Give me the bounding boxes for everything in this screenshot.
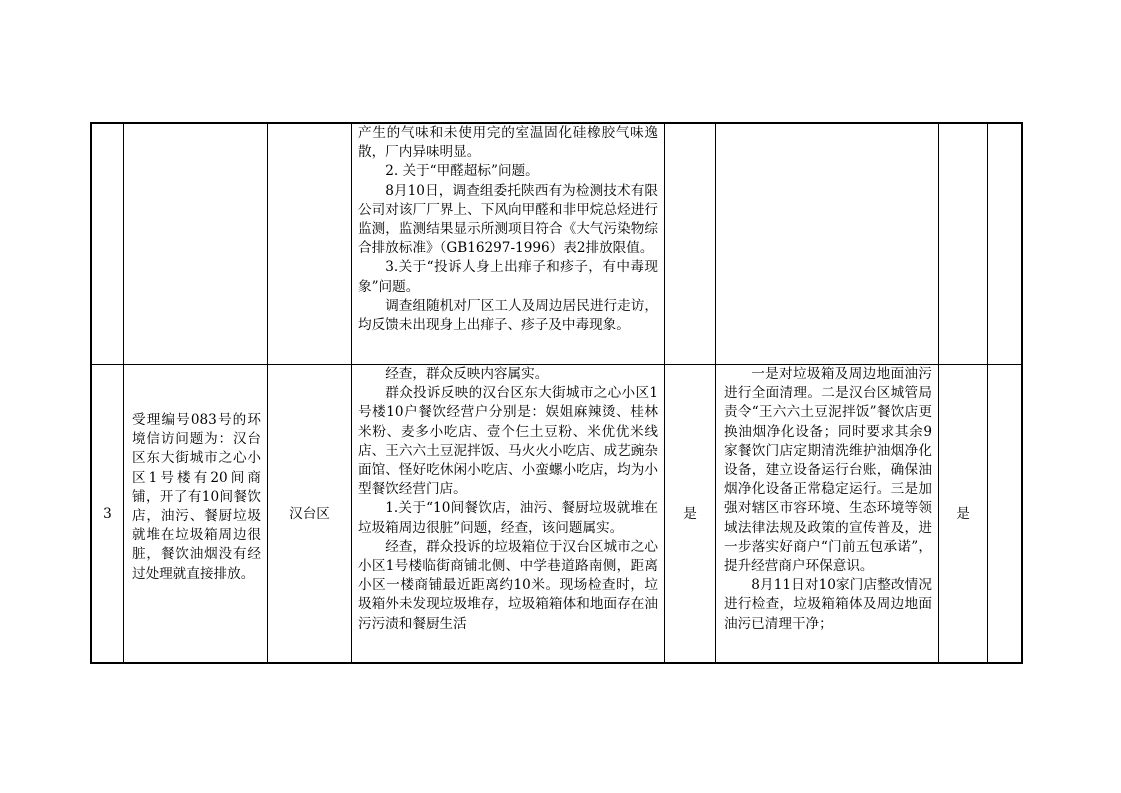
verified-flag: 是 bbox=[683, 505, 697, 522]
row1-findings-cell bbox=[354, 124, 662, 364]
findings-paragraph: 1.关于“10间餐饮店，油污、餐厨垃圾就堆在垃圾箱周边很脏”问题，经查，该问题属实。 bbox=[358, 500, 658, 536]
handling-paragraph: 一是对垃圾箱及周边地面油污进行全面清理。二是汉台区城管局责令“王六六土豆泥拌饭”餐饮店更换油烟净化设备；同时要求其余9家餐饮门店定期清洗维护油烟净化设备，建立设备运行台账，确保油烟净化设备正常稳定运行。三是加强对辖区市容环境、生态环境等领域法律法规及政策的宣传普及，进一步落实好商户“门前五包承诺”，提升经营商户环保意识。 bbox=[724, 366, 932, 575]
row2-findings-cell bbox=[354, 365, 662, 664]
row2-complaint-cell bbox=[124, 365, 267, 664]
findings-paragraph: 调查组随机对厂区工人及周边居民进行走访，均反馈未出现身上出痱子、疹子及中毒现象。 bbox=[358, 297, 658, 334]
row2-completed-cell bbox=[939, 365, 987, 664]
findings-paragraph: 8月10日，调查组委托陕西有为检测技术有限公司对该厂厂界上、下风向甲醛和非甲烷总烃进行监测，监测结果显示所测项目符合《大气污染物综合排放标准》（GB16297-1996）表2排放限值。 bbox=[358, 182, 658, 257]
findings-paragraph: 产生的气味和未使用完的室温固化硅橡胶气味逸散，厂内异味明显。 bbox=[358, 125, 658, 161]
column-divider bbox=[351, 124, 352, 662]
sequence-number: 3 bbox=[103, 505, 112, 522]
findings-paragraph: 经查，群众反映内容属实。 bbox=[385, 366, 549, 382]
row2-seq-cell bbox=[92, 365, 123, 664]
district-name: 汉台区 bbox=[289, 505, 330, 522]
handling-paragraph: 8月11日对10家门店整改情况进行检查，垃圾箱箱体及周边地面油污已清理干净； bbox=[724, 577, 932, 632]
findings-paragraph: 2. 关于“甲醛超标”问题。 bbox=[385, 163, 539, 180]
row2-handling-cell bbox=[716, 365, 938, 664]
case-table bbox=[90, 122, 1023, 664]
findings-paragraph: 3.关于“投诉人身上出痱子和疹子，有中毒现象”问题。 bbox=[358, 259, 658, 295]
findings-paragraph: 群众投诉反映的汉台区东大街城市之心小区1号楼10户餐饮经营户分别是：娱姐麻辣烫、桂林米粉、麦多小吃店、壹个仨土豆粉、米优优米线店、王六六土豆泥拌饭、马火火小吃店、成艺豌杂面馆、怪好吃休闲小吃店、小蛮螺小吃店，均为小型餐饮经营门店。 bbox=[358, 385, 658, 498]
row2-district-cell bbox=[268, 365, 351, 664]
findings-paragraph: 经查，群众投诉的垃圾箱位于汉台区城市之心小区1号楼临街商铺北侧、中学巷道路南侧，距离小区一楼商铺最近距离约10米。现场检查时，垃圾箱外未发现垃圾堆存，垃圾箱箱体和地面存在油污污渍和餐厨生活 bbox=[358, 538, 658, 632]
row2-verified-cell bbox=[665, 365, 715, 664]
completed-flag: 是 bbox=[956, 505, 970, 522]
complaint-text: 受理编号083号的环境信访问题为：汉台区东大街城市之心小区1号楼有20间商铺，开了有10间餐饮店，油污、餐厨垃圾就堆在垃圾箱周边很脏，餐饮油烟没有经过处理就直接排放。 bbox=[132, 412, 261, 582]
row2-remark-cell bbox=[988, 365, 1023, 664]
